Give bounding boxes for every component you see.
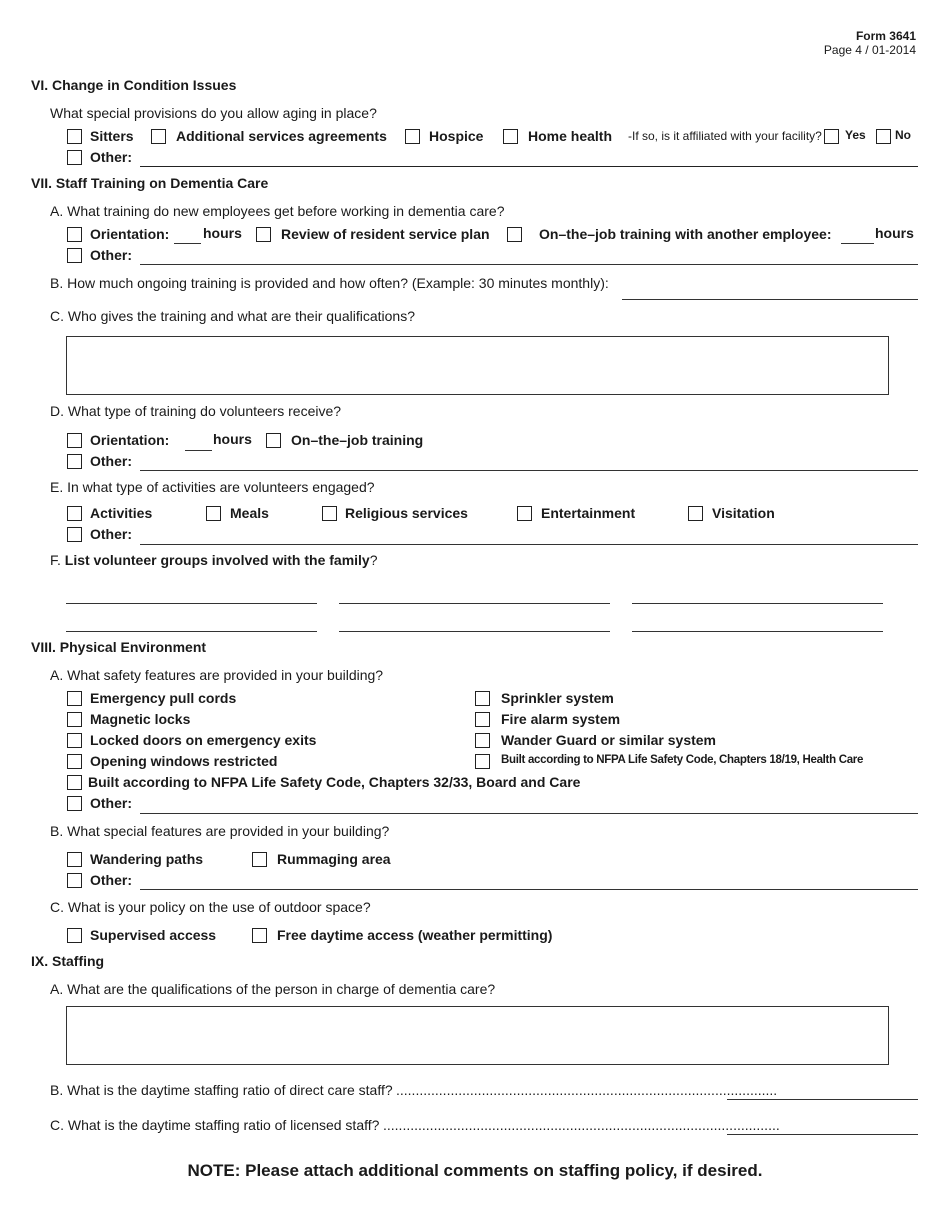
s8-qc: C. What is your policy on the use of outdoor space? (50, 899, 371, 915)
s9-qc-answer-line[interactable] (727, 1134, 918, 1135)
nfpa-board-care-label: Built according to NFPA Life Safety Code, Chapters 32/33, Board and Care (88, 774, 581, 790)
vol-meals-label: Meals (230, 505, 269, 521)
orientation-label: Orientation: (90, 226, 170, 242)
sprinkler-checkbox[interactable] (475, 691, 490, 706)
locked-doors-checkbox[interactable] (67, 733, 82, 748)
s8a-other-label: Other: (90, 795, 132, 811)
free-daytime-access-label: Free daytime access (weather permitting) (277, 927, 553, 943)
review-plan-checkbox[interactable] (256, 227, 271, 242)
s7a-other-checkbox[interactable] (67, 248, 82, 263)
s8b-other-label: Other: (90, 872, 132, 888)
magnetic-locks-label: Magnetic locks (90, 711, 191, 727)
s7-qc: C. Who gives the training and what are their qualifications? (50, 308, 415, 324)
vol-visitation-checkbox[interactable] (688, 506, 703, 521)
s8a-other-checkbox[interactable] (67, 796, 82, 811)
hospice-checkbox[interactable] (405, 129, 420, 144)
wandering-paths-label: Wandering paths (90, 851, 204, 867)
s7-qa: A. What training do new employees get before working in dementia care? (50, 203, 505, 219)
s9-qa-answer-box[interactable] (66, 1006, 889, 1065)
s7-qf-suffix: ? (369, 552, 378, 568)
affiliated-no-label: No (895, 128, 911, 142)
section-ix-heading: IX. Staffing (31, 953, 105, 969)
rummaging-area-checkbox[interactable] (252, 852, 267, 867)
vol-entertainment-checkbox[interactable] (517, 506, 532, 521)
orientation-hours-line[interactable] (174, 243, 201, 244)
s6-other-checkbox[interactable] (67, 150, 82, 165)
locked-doors-label: Locked doors on emergency exits (90, 732, 317, 748)
sprinkler-label: Sprinkler system (501, 690, 614, 706)
volunteer-group-line-6[interactable] (632, 631, 883, 632)
supervised-access-checkbox[interactable] (67, 928, 82, 943)
s7-qe: E. In what type of activities are volunteers engaged? (50, 479, 375, 495)
hospice-label: Hospice (429, 128, 484, 144)
s9-qc-leader-dots: ...................................................................................................... (383, 1117, 780, 1133)
ojt-hours-line[interactable] (841, 243, 874, 244)
page-info: Page 4 / 01-2014 (823, 43, 916, 57)
windows-restricted-checkbox[interactable] (67, 754, 82, 769)
s7-qf (50, 552, 378, 568)
free-daytime-access-checkbox[interactable] (252, 928, 267, 943)
form-number: Form 3641 (855, 29, 916, 43)
s8b-other-line[interactable] (140, 889, 918, 890)
vol-religious-label: Religious services (345, 505, 468, 521)
fire-alarm-label: Fire alarm system (501, 711, 621, 727)
vol-activities-label: Activities (90, 505, 153, 521)
magnetic-locks-checkbox[interactable] (67, 712, 82, 727)
s7e-other-checkbox[interactable] (67, 527, 82, 542)
s7-qf-prefix: F. (50, 552, 65, 568)
ojt-hours-label: hours (875, 225, 914, 241)
s8b-other-checkbox[interactable] (67, 873, 82, 888)
home-health-checkbox[interactable] (503, 129, 518, 144)
vol-religious-checkbox[interactable] (322, 506, 337, 521)
additional-services-label: Additional services agreements (176, 128, 387, 144)
section-vi-heading: VI. Change in Condition Issues (31, 77, 237, 93)
vol-orientation-checkbox[interactable] (67, 433, 82, 448)
volunteer-group-line-1[interactable] (66, 603, 317, 604)
s7a-other-line[interactable] (140, 264, 918, 265)
additional-services-checkbox[interactable] (151, 129, 166, 144)
orientation-hours-label: hours (203, 225, 242, 241)
emergency-pull-cords-checkbox[interactable] (67, 691, 82, 706)
s7e-other-line[interactable] (140, 544, 918, 545)
supervised-access-label: Supervised access (90, 927, 217, 943)
ojt-employee-checkbox[interactable] (507, 227, 522, 242)
vol-entertainment-label: Entertainment (541, 505, 636, 521)
rummaging-area-label: Rummaging area (277, 851, 391, 867)
staffing-note: NOTE: Please attach additional comments on staffing policy, if desired. (187, 1161, 763, 1180)
nfpa-health-care-checkbox[interactable] (475, 754, 490, 769)
vol-ojt-checkbox[interactable] (266, 433, 281, 448)
vol-visitation-label: Visitation (712, 505, 775, 521)
vol-orientation-hours-label: hours (213, 431, 252, 447)
fire-alarm-checkbox[interactable] (475, 712, 490, 727)
s7-qc-answer-box[interactable] (66, 336, 889, 395)
windows-restricted-label: Opening windows restricted (90, 753, 278, 769)
s7-qb: B. How much ongoing training is provided and how often? (Example: 30 minutes monthly): (50, 275, 609, 291)
vol-ojt-label: On–the–job training (291, 432, 424, 448)
volunteer-group-line-4[interactable] (66, 631, 317, 632)
s9-qc: C. What is the daytime staffing ratio of licensed staff? (50, 1117, 380, 1133)
s9-qb: B. What is the daytime staffing ratio of direct care staff? (50, 1082, 393, 1098)
s8-qb: B. What special features are provided in your building? (50, 823, 390, 839)
s6-other-line[interactable] (140, 166, 918, 167)
s6-other-label: Other: (90, 149, 132, 165)
s7-qd: D. What type of training do volunteers receive? (50, 403, 342, 419)
vol-orientation-label: Orientation: (90, 432, 170, 448)
section-vii-heading: VII. Staff Training on Dementia Care (31, 175, 269, 191)
sitters-label: Sitters (90, 128, 134, 144)
volunteer-group-line-2[interactable] (339, 603, 610, 604)
s6-question: What special provisions do you allow aging in place? (50, 105, 377, 121)
orientation-checkbox[interactable] (67, 227, 82, 242)
wandering-paths-checkbox[interactable] (67, 852, 82, 867)
s7d-other-label: Other: (90, 453, 132, 469)
nfpa-board-care-checkbox[interactable] (67, 775, 82, 790)
volunteer-group-line-5[interactable] (339, 631, 610, 632)
volunteer-group-line-3[interactable] (632, 603, 883, 604)
affiliated-yes-label: Yes (845, 128, 866, 142)
s7a-other-label: Other: (90, 247, 132, 263)
s7d-other-line[interactable] (140, 470, 918, 471)
s7d-other-checkbox[interactable] (67, 454, 82, 469)
s9-qa: A. What are the qualifications of the person in charge of dementia care? (50, 981, 496, 997)
affiliated-question: -If so, is it affiliated with your facility? (628, 129, 822, 143)
s9-qb-answer-line[interactable] (727, 1099, 918, 1100)
wander-guard-checkbox[interactable] (475, 733, 490, 748)
s7e-other-label: Other: (90, 526, 132, 542)
vol-orientation-hours-line[interactable] (185, 450, 212, 451)
affiliated-no-checkbox[interactable] (876, 129, 891, 144)
s9-qb-leader-dots: .................................................................................................. (396, 1082, 778, 1098)
s8a-other-line[interactable] (140, 813, 918, 814)
emergency-pull-cords-label: Emergency pull cords (90, 690, 237, 706)
vol-meals-checkbox[interactable] (206, 506, 221, 521)
section-viii-heading: VIII. Physical Environment (31, 639, 207, 655)
review-plan-label: Review of resident service plan (281, 226, 490, 242)
ojt-employee-label: On–the–job training with another employee: (539, 226, 832, 242)
s8-qa: A. What safety features are provided in your building? (50, 667, 384, 683)
s7-qf-bold: List volunteer groups involved with the family (64, 552, 370, 568)
home-health-label: Home health (528, 128, 613, 144)
affiliated-yes-checkbox[interactable] (824, 129, 839, 144)
vol-activities-checkbox[interactable] (67, 506, 82, 521)
sitters-checkbox[interactable] (67, 129, 82, 144)
nfpa-health-care-label: Built according to NFPA Life Safety Code, Chapters 18/19, Health Care (501, 754, 864, 766)
s7-qb-answer-line[interactable] (622, 299, 918, 300)
wander-guard-label: Wander Guard or similar system (501, 732, 716, 748)
